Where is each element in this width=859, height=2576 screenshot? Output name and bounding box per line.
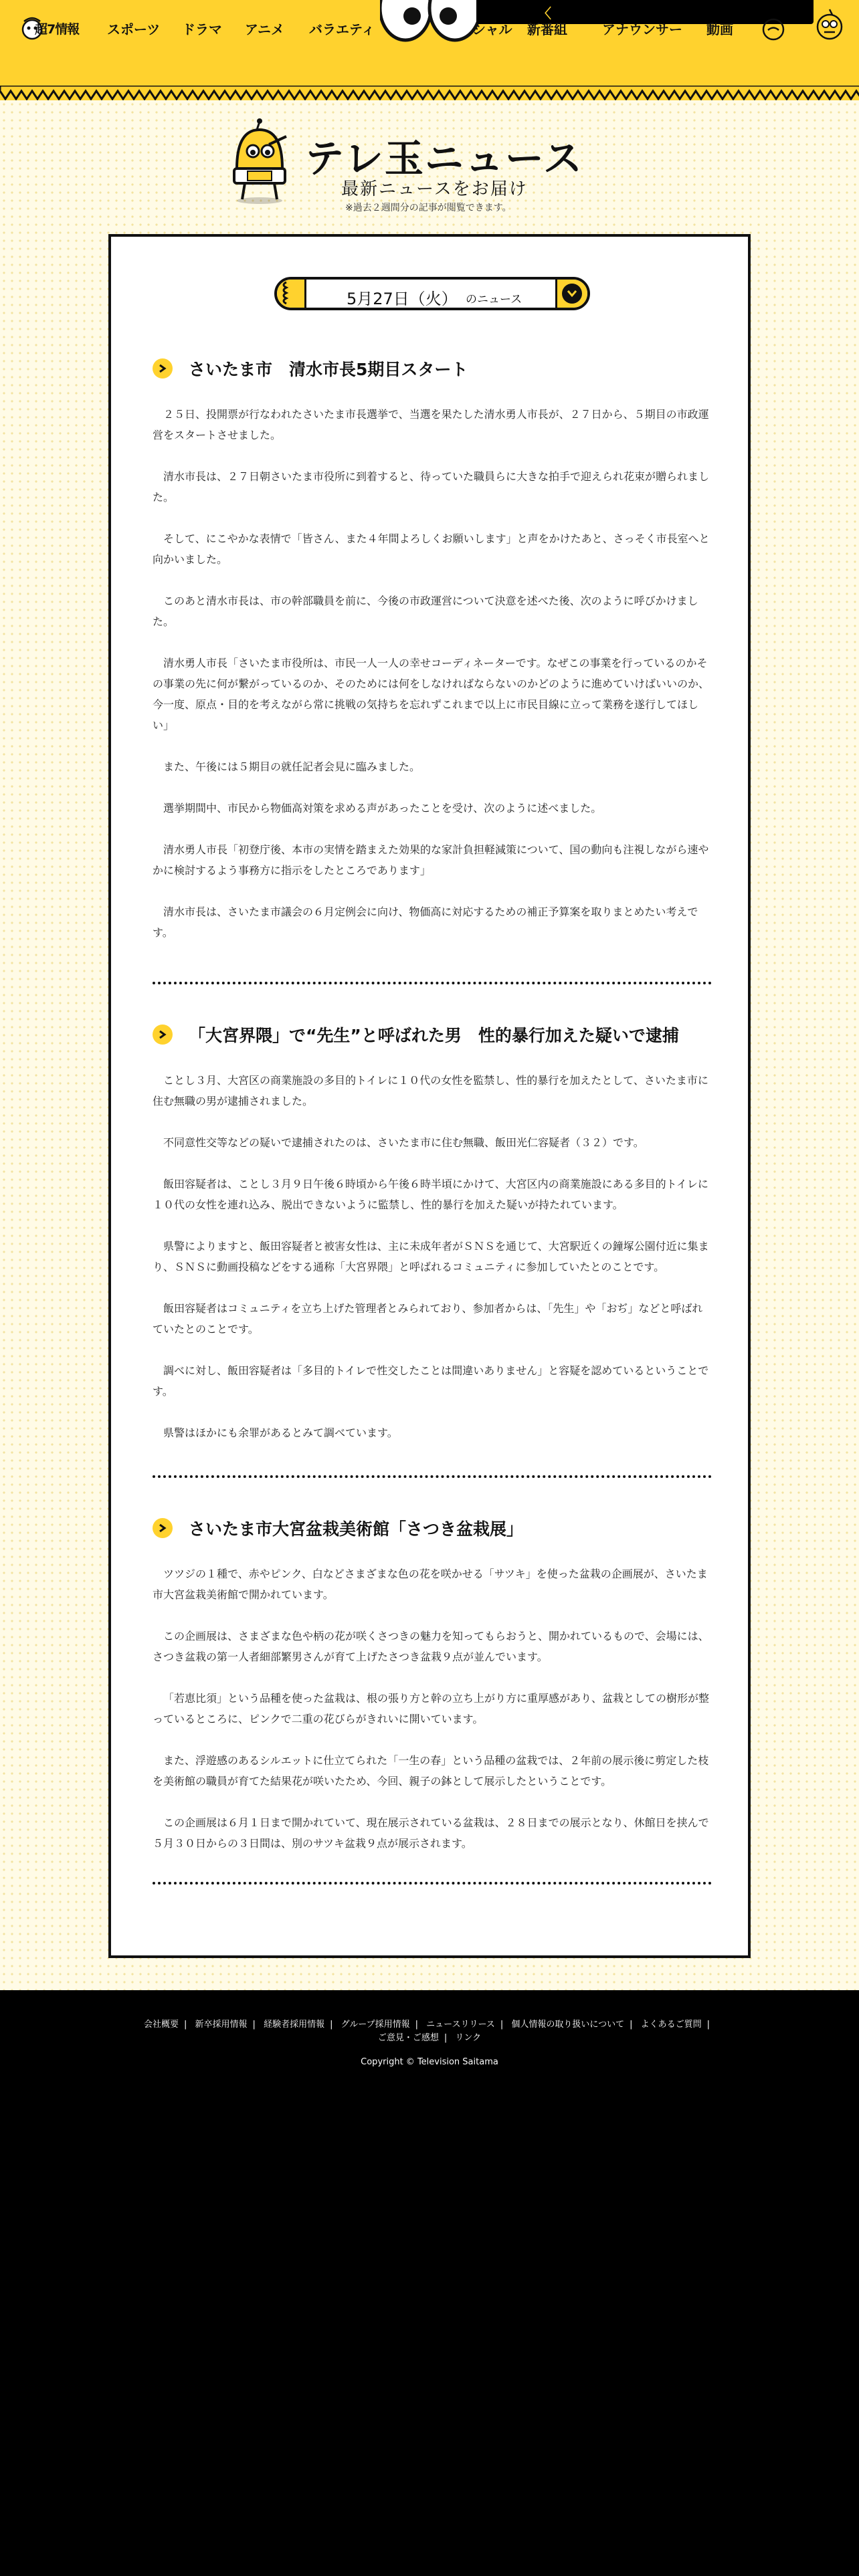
date-selector-left-cap (277, 280, 306, 308)
article-paragraph: この企画展は、さまざまな色や柄の花が咲くさつきの魅力を知ってもらおうと、開かれているもので、会場には、さつき盆栽の第一人者細部繁男さんが育て上げたさつき盆栽９点が並んでいます。 (153, 1630, 709, 1663)
article-paragraph: 清水市長は、２７日朝さいたま市役所に到着すると、待っていた職員らに大きな拍手で迎えられ花束が贈られました。 (153, 470, 710, 504)
selected-date[interactable]: 5月27日（火） (347, 290, 458, 308)
article-title: 「大宮界隈」で“先生”と呼ばれた男 性的暴行加えた疑いで逮捕 (189, 1026, 679, 1045)
article-paragraph: ２５日、投開票が行なわれたさいたま市長選挙で、当選を果たした清水勇人市長が、２７日から、５期目の市政運営をスタートさせました。 (153, 408, 709, 441)
page-title: テレ玉ニュース (305, 136, 583, 181)
article-paragraph: 県警はほかにも余罪があるとみて調べています。 (163, 1426, 398, 1439)
news-article (153, 1514, 712, 1854)
article-header (153, 1514, 712, 1543)
article-paragraph: また、浮遊感のあるシルエットに仕立てられた「一生の春」という品種の盆栽では、２年前の展示後に剪定した枝を美術館の職員が育てた結果花が咲いたため、今回、親子の鉢として展示したということです。 (153, 1754, 709, 1788)
page-note: ※過去２週間分の記事が閲覧できます。 (345, 203, 512, 213)
footer-link-feedback[interactable]: ご意見・ご感想 (377, 2033, 439, 2043)
telegyoku-mascot-icon (227, 118, 292, 205)
article-divider (153, 1882, 712, 1885)
article-paragraph: このあと清水市長は、市の幹部職員を前に、今後の市政運営について決意を述べた後、次のように呼びかけました。 (153, 595, 698, 628)
nav-drama[interactable]: ドラマ (182, 21, 222, 37)
scallop-icon (277, 280, 304, 308)
article-header (153, 1021, 712, 1050)
article-paragraph: この企画展は６月１日まで開かれていて、現在展示されている盆栽は、２８日までの展示となり、休館日を挟んで５月３０日からの３日間は、別のサツキ盆栽９点が展示されます。 (153, 1816, 709, 1850)
footer-link-faq[interactable]: よくあるご質問 (640, 2020, 702, 2030)
article-paragraph: ツツジの１種で、赤やピンク、白などさまざまな色の花を咲かせる「サツキ」を使った盆栽の企画展が、さいたま市大宮盆栽美術館で開かれています。 (153, 1568, 708, 1601)
article-paragraph: 県警によりますと、飯田容疑者と被害女性は、主に未成年者がＳＮＳを通じて、大宮駅近くの鐘塚公園付近に集まり、ＳＮＳに動画投稿などをする通称「大宮界隈」と呼ばれるコミュニティに参加していたとのことです。 (153, 1240, 709, 1273)
article-title: さいたま市 清水市長5期目スタート (189, 360, 468, 379)
search-icon[interactable] (761, 17, 785, 41)
chevron-right-icon (153, 358, 173, 379)
article-paragraph: 飯田容疑者は、ことし３月９日午後６時頃から午後６時半頃にかけて、大宮区内の商業施設にある多目的トイレに１０代の女性を連れ込み、脱出できないように監禁し、性的暴行を加えた疑いが持たれています。 (153, 1178, 708, 1211)
nav-special[interactable]: シャル (472, 21, 512, 37)
news-article (153, 1021, 712, 1443)
chevron-left-icon[interactable]: 〈 (538, 5, 551, 21)
header-zigzag-edge (0, 86, 859, 102)
nav-announcers[interactable]: アナウンサー (602, 21, 682, 37)
footer-link-experienced[interactable]: 経験者採用情報 (264, 2020, 325, 2030)
nav-videos[interactable]: 動画 (706, 21, 733, 37)
article-paragraph: 清水勇人市長「初登庁後、本市の実情を踏まえた効果的な家計負担軽減策について、国の動向も注視しながら速やかに検討するよう事務方に指示をしたところであります」 (153, 843, 709, 877)
date-selector-right-cap[interactable] (555, 280, 587, 308)
footer-link-links[interactable]: リンク (455, 2033, 482, 2043)
footer-copyright: Copyright © Television Saitama (361, 2057, 498, 2067)
nav-variety[interactable]: バラエティ (309, 21, 375, 37)
article-paragraph: ことし３月、大宮区の商業施設の多目的トイレに１０代の女性を監禁し、性的暴行を加えたとして、さいたま市に住む無職の男が逮捕されました。 (153, 1074, 708, 1107)
footer-link-new-grad[interactable]: 新卒採用情報 (195, 2020, 248, 2030)
article-divider (153, 982, 712, 984)
footer-links: 会社概要 | 新卒採用情報 | 経験者採用情報 | グループ採用情報 | ニュースリリース | 個人情報の取り扱いについて | よくあるご質問 | ご意見・ご感想 | リンク (143, 2020, 710, 2043)
article-paragraph: 「若恵比須」という品種を使った盆栽は、根の張り方と幹の立ち上がり方に重厚感があり、盆栽としての樹形が整っているところに、ピンクで二重の花びらがきれいに開いています。 (153, 1692, 710, 1725)
article-paragraph: 清水市長は、さいたま市議会の６月定例会に向け、物価高に対応するための補正予算案を取りまとめたい考えです。 (153, 905, 698, 939)
news-article (153, 354, 712, 943)
article-paragraph: 調べに対し、飯田容疑者は「多目的トイレで性交したことは間違いありません」と容疑を認めているということです。 (153, 1364, 709, 1398)
article-paragraph: 選挙期間中、市民から物価高対策を求める声があったことを受け、次のように述べました。 (163, 802, 602, 815)
nav-sports[interactable]: スポーツ (107, 21, 161, 37)
page-subtitle: 最新ニュースをお届け (341, 179, 528, 199)
article-body (153, 1070, 712, 1443)
footer-link-news-release[interactable]: ニュースリリース (426, 2020, 495, 2030)
article-paragraph: 不同意性交等などの疑いで逮捕されたのは、さいたま市に住む無職、飯田光仁容疑者（３２）です。 (163, 1136, 644, 1149)
mascot-menu-icon[interactable] (814, 7, 846, 44)
chevron-right-icon (153, 1518, 173, 1538)
date-suffix: のニュース (466, 293, 522, 306)
nav-new-programs[interactable]: 新番組 (527, 21, 567, 37)
site-header (0, 0, 859, 100)
date-selector[interactable] (274, 277, 590, 310)
nav-anime[interactable]: アニメ (245, 21, 284, 37)
article-paragraph: そして、にこやかな表情で「皆さん、また４年間よろしくお願いします」と声をかけたあと、さっそく市長室へと向かいました。 (153, 532, 710, 566)
site-footer (0, 1990, 859, 2576)
article-paragraph: 飯田容疑者はコミュニティを立ち上げた管理者とみられており、参加者からは、「先生」や「おぢ」などと呼ばれていたとのことです。 (153, 1302, 703, 1335)
footer-link-group[interactable]: グループ採用情報 (341, 2020, 410, 2030)
news-card (108, 234, 751, 1958)
article-divider (153, 1475, 712, 1478)
article-paragraph: また、午後には５期目の就任記者会見に臨みました。 (163, 760, 421, 773)
footer-link-privacy[interactable]: 個人情報の取り扱いについて (511, 2020, 625, 2030)
footer-link-company[interactable]: 会社概要 (143, 2020, 179, 2030)
logo-text[interactable]: 超7情報 (35, 22, 80, 37)
chevron-down-icon[interactable] (562, 284, 582, 304)
article-body (153, 1564, 712, 1854)
article-header (153, 354, 712, 384)
article-body (153, 404, 712, 943)
article-paragraph: 清水勇人市長「さいたま市役所は、市民一人一人の幸せコーディネーターです。なぜこの事業を行っているのかその事業の先に何が繋がっているのか、そのためには何をしなければならないのかどのように進めていけばいいのか、今一度、原点・目的を考えながら常に挑戦の気持ちを忘れずこれまで以上に市民目線に立って業務を遂行してほしい」 (153, 657, 710, 732)
date-selector-pill[interactable] (274, 277, 590, 310)
mascot-eyes-icon (380, 0, 480, 43)
article-title: さいたま市大宮盆栽美術館「さつき盆栽展」 (189, 1519, 524, 1539)
chevron-right-icon (153, 1025, 173, 1045)
